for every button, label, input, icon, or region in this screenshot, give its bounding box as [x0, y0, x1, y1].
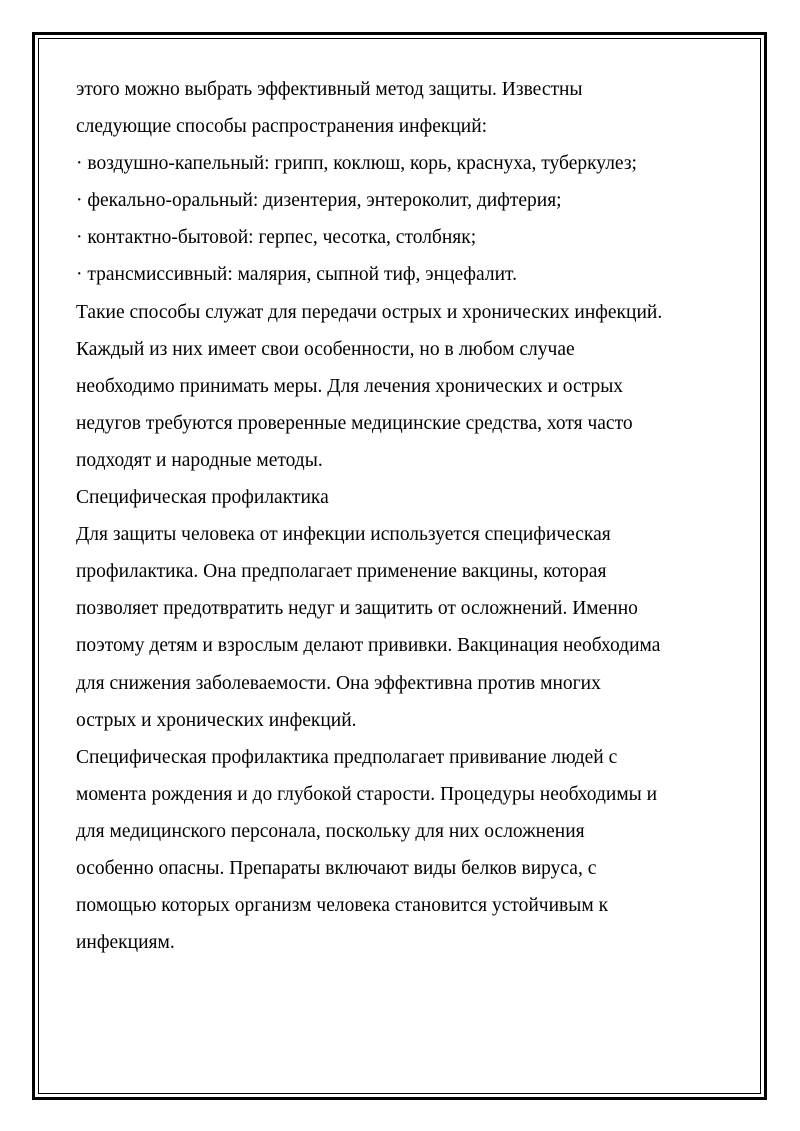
- text-line: поэтому детям и взрослым делают прививки. Вакцинация необходима: [76, 635, 661, 657]
- text-line: необходимо принимать меры. Для лечения хронических и острых: [76, 375, 624, 397]
- text-line: помощью которых организм человека становится устойчивым к: [76, 895, 609, 917]
- text-line: острых и хронических инфекций.: [76, 709, 357, 731]
- list-item: · фекально-оральный: дизентерия, энтероколит, дифтерия;: [76, 190, 562, 212]
- text-line: позволяет предотвратить недуг и защитить от осложнений. Именно: [76, 598, 638, 620]
- text-line: для медицинского персонала, поскольку для них осложнения: [76, 820, 585, 842]
- section-heading: Специфическая профилактика: [76, 487, 329, 509]
- text-line: инфекциям.: [76, 932, 175, 954]
- text-line: момента рождения и до глубокой старости. Процедуры необходимы и: [76, 783, 658, 805]
- text-line: профилактика. Она предполагает применение вакцины, которая: [76, 561, 607, 583]
- text-line: Для защиты человека от инфекции используется специфическая: [76, 524, 611, 546]
- text-line: этого можно выбрать эффективный метод защиты. Известны: [76, 79, 583, 100]
- text-line: Каждый из них имеет свои особенности, но в любом случае: [76, 338, 575, 360]
- list-item: · воздушно-капельный: грипп, коклюш, корь, краснуха, туберкулез;: [76, 153, 637, 175]
- text-line: подходят и народные методы.: [76, 449, 323, 471]
- document-body: [76, 71, 736, 961]
- list-item: · трансмиссивный: малярия, сыпной тиф, энцефалит.: [76, 264, 517, 286]
- text-line: Специфическая профилактика предполагает прививание людей с: [76, 746, 618, 768]
- list-item: · контактно-бытовой: герпес, чесотка, столбняк;: [76, 227, 477, 249]
- text-line: для снижения заболеваемости. Она эффективна против многих: [76, 672, 601, 694]
- text-line: следующие способы распространения инфекций:: [76, 116, 488, 138]
- text-line: недугов требуются проверенные медицинские средства, хотя часто: [76, 412, 633, 434]
- text-line: Такие способы служат для передачи острых и хронических инфекций.: [76, 301, 663, 323]
- text-line: особенно опасны. Препараты включают виды белков вируса, с: [76, 857, 597, 879]
